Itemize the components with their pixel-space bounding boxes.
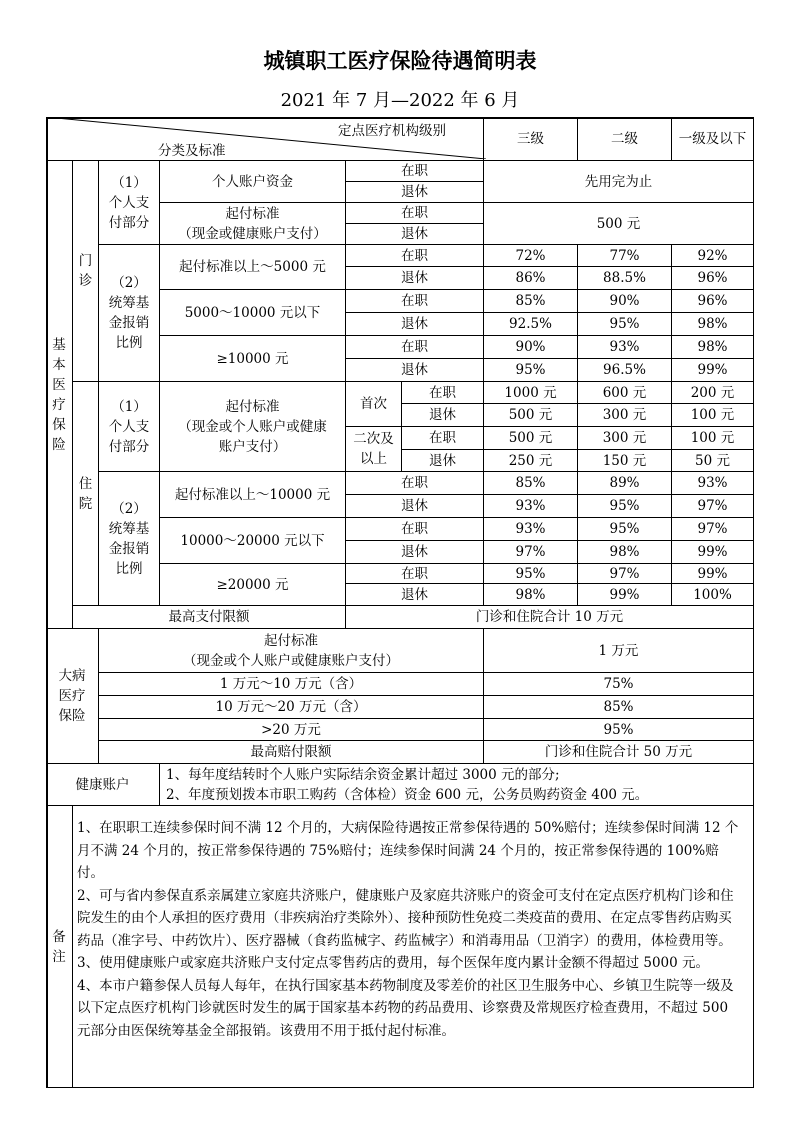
rate-employed: 93% [672, 472, 754, 495]
page-subtitle: 2021 年 7 月—2022 年 6 月 [280, 90, 520, 111]
inpatient-personal-label: （1） 个人支 付部分 [99, 382, 160, 472]
rate-retired: 99% [672, 359, 754, 382]
rate-employed: 98% [672, 336, 754, 359]
health-account-label: 健康账户 [46, 764, 160, 806]
outpatient-pooled-label: （2） 统筹基 金报销 比例 [99, 245, 160, 382]
status-employed: 在职 [346, 518, 484, 541]
notes-label: 备 注 [46, 806, 73, 1088]
deductible-amount: 150 元 [578, 450, 672, 472]
basic-insurance-label: 基 本 医 疗 保 险 [46, 161, 73, 629]
major-deductible-value: 1 万元 [484, 629, 754, 673]
note-item: 4、本市户籍参保人员每人每年，在执行国家基本药物制度及零差价的社区卫生服务中心、乡镇卫生院等一级及以下定点医疗机构门诊就医时发生的属于国家基本药物的药品费用、诊察费及常规医疗检查费用，不超过 500 元部分由医保统筹基金全部报销。该费用不用于抵付起付标准。 [77, 977, 734, 1039]
rate-employed: 95% [578, 518, 672, 541]
header-level3: 三级 [484, 117, 578, 161]
rate-employed: 97% [672, 518, 754, 541]
status-retired: 退休 [346, 495, 484, 518]
pooled-range: ≥20000 元 [160, 564, 346, 606]
account-fund-label: 个人账户资金 [160, 161, 346, 203]
rate-retired: 98% [578, 541, 672, 564]
inpatient-label: 住 院 [73, 382, 99, 606]
rate-employed: 89% [578, 472, 672, 495]
deductible-amount: 300 元 [578, 404, 672, 427]
rate-retired: 100% [672, 584, 754, 606]
rate-retired: 98% [672, 313, 754, 336]
account-fund-value: 先用完为止 [484, 161, 754, 203]
major-range: 10 万元～20 万元（含） [99, 696, 484, 719]
deductible-amount: 500 元 [484, 427, 578, 450]
inpatient-deductible-label: 起付标准 （现金或个人账户或健康 账户支付） [160, 382, 346, 472]
header-level-label: 定点医疗机构级别 [338, 123, 446, 139]
header-level1: 一级及以下 [672, 117, 754, 161]
deductible-amount: 1000 元 [484, 382, 578, 404]
major-rate: 95% [484, 719, 754, 741]
header-level2: 二级 [578, 117, 672, 161]
pooled-range: 起付标准以上～10000 元 [160, 472, 346, 518]
rate-retired: 95% [578, 313, 672, 336]
status-employed: 在职 [346, 245, 484, 267]
rate-employed: 85% [484, 472, 578, 495]
deductible-amount: 300 元 [578, 427, 672, 450]
second-stay-label: 二次及 以上 [346, 427, 402, 472]
rate-employed: 90% [484, 336, 578, 359]
rate-retired: 96.5% [578, 359, 672, 382]
note-item: 2、可与省内参保直系亲属建立家庭共济账户，健康账户及家庭共济账户的资金可支付在定点医疗机构门诊和住院发生的由个人承担的医疗费用（非疾病治疗类除外）、接种预防性免疫二类疫苗的费用、在定点零售药店购买药品（准字号、中药饮片）、医疗器械（食药监械字、药监械字）和消毒用品（卫消字）的费用，体检费用等。 [77, 887, 734, 949]
first-stay-label: 首次 [346, 382, 402, 427]
rate-employed: 97% [578, 564, 672, 584]
deductible-amount: 50 元 [672, 450, 754, 472]
status-employed: 在职 [402, 427, 484, 450]
status-retired: 退休 [346, 267, 484, 290]
rate-retired: 97% [672, 495, 754, 518]
rate-retired: 97% [484, 541, 578, 564]
pooled-range: 5000～10000 元以下 [160, 290, 346, 336]
status-retired: 退休 [346, 313, 484, 336]
rate-retired: 86% [484, 267, 578, 290]
basic-max-value: 门诊和住院合计 10 万元 [346, 606, 754, 629]
notes-body [73, 815, 753, 1042]
inpatient-pooled-label: （2） 统筹基 金报销 比例 [99, 472, 160, 606]
major-rate: 85% [484, 696, 754, 719]
note-item: 1、在职职工连续参保时间不满 12 个月的，大病保险待遇按正常参保待遇的 50%赔付；连续参保时间满 12 个月不满 24 个月的，按正常参保待遇的 75%赔付；连续参保时间满 24 个月的，按正常参保待遇的 100%赔付。 [77, 820, 739, 881]
rate-retired: 99% [672, 541, 754, 564]
major-deductible-label: 起付标准 （现金或个人账户或健康账户支付） [99, 629, 484, 673]
deductible-amount: 200 元 [672, 382, 754, 404]
major-max-label: 最高赔付限额 [99, 741, 484, 764]
rate-employed: 96% [672, 290, 754, 313]
rate-retired: 96% [672, 267, 754, 290]
rate-retired: 95% [578, 495, 672, 518]
rate-retired: 88.5% [578, 267, 672, 290]
major-max-value: 门诊和住院合计 50 万元 [484, 741, 754, 764]
rate-employed: 72% [484, 245, 578, 267]
status-employed: 在职 [402, 382, 484, 404]
rate-employed: 77% [578, 245, 672, 267]
rate-employed: 85% [484, 290, 578, 313]
rate-employed: 90% [578, 290, 672, 313]
outpatient-deductible-label: 起付标准 （现金或健康账户支付） [160, 203, 346, 245]
rate-retired: 92.5% [484, 313, 578, 336]
deductible-amount: 100 元 [672, 427, 754, 450]
status-retired: 退休 [402, 404, 484, 427]
pooled-range: ≥10000 元 [160, 336, 346, 382]
status-employed: 在职 [346, 161, 484, 182]
deductible-amount: 600 元 [578, 382, 672, 404]
health-account-line: 1、每年度结转时个人账户实际结余资金累计超过 3000 元的部分; [166, 766, 560, 783]
rate-retired: 99% [578, 584, 672, 606]
basic-max-label: 最高支付限额 [73, 606, 346, 629]
rate-retired: 93% [484, 495, 578, 518]
header-category-label: 分类及标准 [158, 143, 226, 159]
outpatient-deductible-value: 500 元 [484, 203, 754, 245]
rate-employed: 93% [484, 518, 578, 541]
status-employed: 在职 [346, 564, 484, 584]
health-account-line: 2、年度预划拨本市职工购药（含体检）资金 600 元，公务员购药资金 400 元。 [166, 786, 649, 803]
major-rate: 75% [484, 673, 754, 696]
rate-employed: 99% [672, 564, 754, 584]
rate-employed: 95% [484, 564, 578, 584]
major-range: 1 万元～10 万元（含） [99, 673, 484, 696]
status-retired: 退休 [402, 450, 484, 472]
rate-retired: 95% [484, 359, 578, 382]
status-employed: 在职 [346, 336, 484, 359]
major-range: >20 万元 [99, 719, 484, 741]
major-insurance-label: 大病 医疗 保险 [46, 629, 99, 764]
pooled-range: 10000～20000 元以下 [160, 518, 346, 564]
rate-employed: 92% [672, 245, 754, 267]
outpatient-label: 门 诊 [73, 161, 99, 382]
status-retired: 退休 [346, 359, 484, 382]
status-employed: 在职 [346, 203, 484, 224]
deductible-amount: 500 元 [484, 404, 578, 427]
pooled-range: 起付标准以上～5000 元 [160, 245, 346, 290]
status-retired: 退休 [346, 224, 484, 245]
deductible-amount: 100 元 [672, 404, 754, 427]
status-employed: 在职 [346, 472, 484, 495]
rate-retired: 98% [484, 584, 578, 606]
status-employed: 在职 [346, 290, 484, 313]
page-title: 城镇职工医疗保险待遇简明表 [263, 49, 537, 73]
rate-employed: 93% [578, 336, 672, 359]
outpatient-personal-label: （1） 个人支 付部分 [99, 161, 160, 245]
health-account-detail [160, 764, 754, 806]
deductible-amount: 250 元 [484, 450, 578, 472]
status-retired: 退休 [346, 541, 484, 564]
status-retired: 退休 [346, 182, 484, 203]
status-retired: 退休 [346, 584, 484, 606]
note-item: 3、使用健康账户或家庭共济账户支付定点零售药店的费用，每个医保年度内累计金额不得超过 5000 元。 [77, 955, 710, 971]
